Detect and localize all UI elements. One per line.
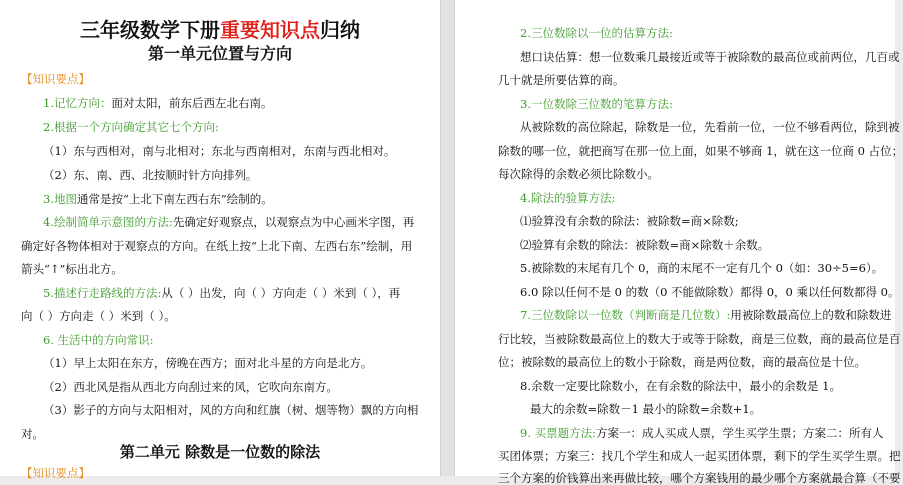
point-5-head: 5.描述行走路线的方法: bbox=[43, 286, 162, 300]
r-point-2-line-1: 想口诀估算：想一位数乘几最接近或等于被除数的最高位或前两位，几百或 bbox=[520, 50, 900, 64]
title-suffix: 归纳 bbox=[320, 18, 360, 42]
r-point-8-formula: 最大的余数=除数－1 最小的除数=余数+1。 bbox=[530, 402, 762, 416]
r-point-5: 5.被除数的末尾有几个 0，商的末尾不一定有几个 0（如：30÷5=6）。 bbox=[520, 261, 884, 275]
r-point-2-head: 2.三位数除以一位的估算方法: bbox=[520, 26, 673, 40]
point-3-head: 3.地图 bbox=[43, 192, 77, 206]
unit2-title: 第二单元 除数是一位数的除法 bbox=[119, 443, 321, 461]
r-point-3-line-1: 从被除数的高位除起，除数是一位，先看前一位，一位不够看两位，除到被 bbox=[520, 120, 900, 134]
point-4-body: 先确定好观察点，以观察点为中心画米字图，再 bbox=[172, 215, 415, 229]
r-point-4-head: 4.除法的验算方法: bbox=[520, 191, 616, 205]
point-6-line-2: （2）西北风是指从西北方向刮过来的风，它吹向东南方。 bbox=[43, 380, 338, 394]
document-page-left bbox=[0, 0, 440, 480]
point-6-head: 6. 生活中的方向常识: bbox=[43, 333, 154, 347]
section-tag-2: 【知识要点】 bbox=[21, 466, 90, 480]
r-point-3-head: 3.一位数除三位数的笔算方法: bbox=[520, 97, 673, 111]
r-point-9-line-2: 买团体票；方案三：找几个学生和成人一起买团体票，剩下的学生买学生票。把 bbox=[498, 449, 901, 463]
r-point-7-body: 用被除数最高位上的数和除数进 bbox=[730, 308, 892, 322]
point-3-body: 通常是按“上北下南左西右东”绘制的。 bbox=[76, 192, 273, 206]
r-point-4-line-1: ⑴验算没有余数的除法：被除数=商×除数; bbox=[520, 214, 739, 228]
r-point-6: 6.0 除以任何不是 0 的数（0 不能做除数）都得 0，0 乘以任何数都得 0。 bbox=[520, 285, 900, 299]
section-tag: 【知识要点】 bbox=[21, 72, 90, 86]
point-6-line-1: （1）早上太阳在东方，傍晚在西方；面对北斗星的方向是北方。 bbox=[43, 356, 373, 370]
point-2-line-2: （2）东、南、西、北按顺时针方向排列。 bbox=[43, 168, 258, 182]
title-prefix: 三年级数学下册 bbox=[80, 18, 220, 42]
document-title bbox=[0, 18, 440, 42]
page-gutter bbox=[440, 0, 455, 476]
point-4-line-2: 确定好各物体相对于观察点的方向。在纸上按“上北下南、左西右东”绘制，用 bbox=[21, 239, 413, 253]
unit1-title: 第一单元位置与方向 bbox=[147, 44, 292, 63]
point-5-body: 从（ ）出发，向（ ）方向走（ ）米到（ ），再 bbox=[161, 286, 401, 300]
point-4-line-3: 箭头“↑”标出北方。 bbox=[21, 262, 123, 276]
point-5 bbox=[43, 286, 440, 300]
r-point-9-line-3: 三个方案的价钱算出来再做比较，哪个方案钱用的最少哪个方案就最合算（不要 bbox=[498, 471, 901, 485]
point-1-head: 1.记忆方向： bbox=[43, 96, 112, 110]
point-4 bbox=[43, 215, 440, 229]
r-point-8: 8.余数一定要比除数小，在有余数的除法中，最小的余数是 1。 bbox=[520, 379, 841, 393]
r-point-2-line-2: 几十就是所要估算的商。 bbox=[498, 73, 625, 87]
r-point-7-head: 7.三位数除以一位数（判断商是几位数）: bbox=[520, 308, 731, 322]
point-2-line-1: （1）东与西相对，南与北相对；东北与西南相对，东南与西北相对。 bbox=[43, 144, 396, 158]
point-6-line-3: （3）影子的方向与太阳相对，风的方向和红旗（树、烟等物）飘的方向相 bbox=[43, 403, 419, 417]
r-point-9-head: 9. 买票题方法: bbox=[520, 426, 597, 440]
title-highlight: 重要知识点 bbox=[220, 18, 320, 42]
point-6-line-4: 对。 bbox=[21, 427, 44, 441]
r-point-3-line-2: 除数的哪一位，就把商写在那一位上面，如果不够商 1，就在这一位商 0 占位； bbox=[498, 144, 903, 158]
point-1 bbox=[43, 96, 440, 110]
point-3 bbox=[43, 192, 440, 206]
point-2-head: 2.根据一个方向确定其它七个方向: bbox=[43, 120, 219, 134]
r-point-7-line-2: 行比较，当被除数最高位上的数大于或等于除数，商是三位数，商的最高位是百 bbox=[498, 332, 901, 346]
document-page-right bbox=[455, 0, 903, 485]
r-point-7-line-3: 位；被除数的最高位上的数小于除数，商是两位数，商的最高位是十位。 bbox=[498, 355, 866, 369]
r-point-9 bbox=[520, 426, 895, 440]
point-4-head: 4.绘制简单示意图的方法: bbox=[43, 215, 173, 229]
point-5-line-2: 向（ ）方向走（ ）米到（ ）。 bbox=[21, 309, 176, 323]
point-1-body: 面对太阳，前东后西左北右南。 bbox=[111, 96, 273, 110]
r-point-3-line-3: 每次除得的余数必须比除数小。 bbox=[498, 167, 659, 181]
r-point-4-line-2: ⑵验算有余数的除法：被除数=商×除数＋余数。 bbox=[520, 238, 770, 252]
r-point-9-body: 方案一：成人买成人票，学生买学生票；方案二：所有人 bbox=[596, 426, 884, 440]
r-point-7 bbox=[520, 308, 895, 322]
